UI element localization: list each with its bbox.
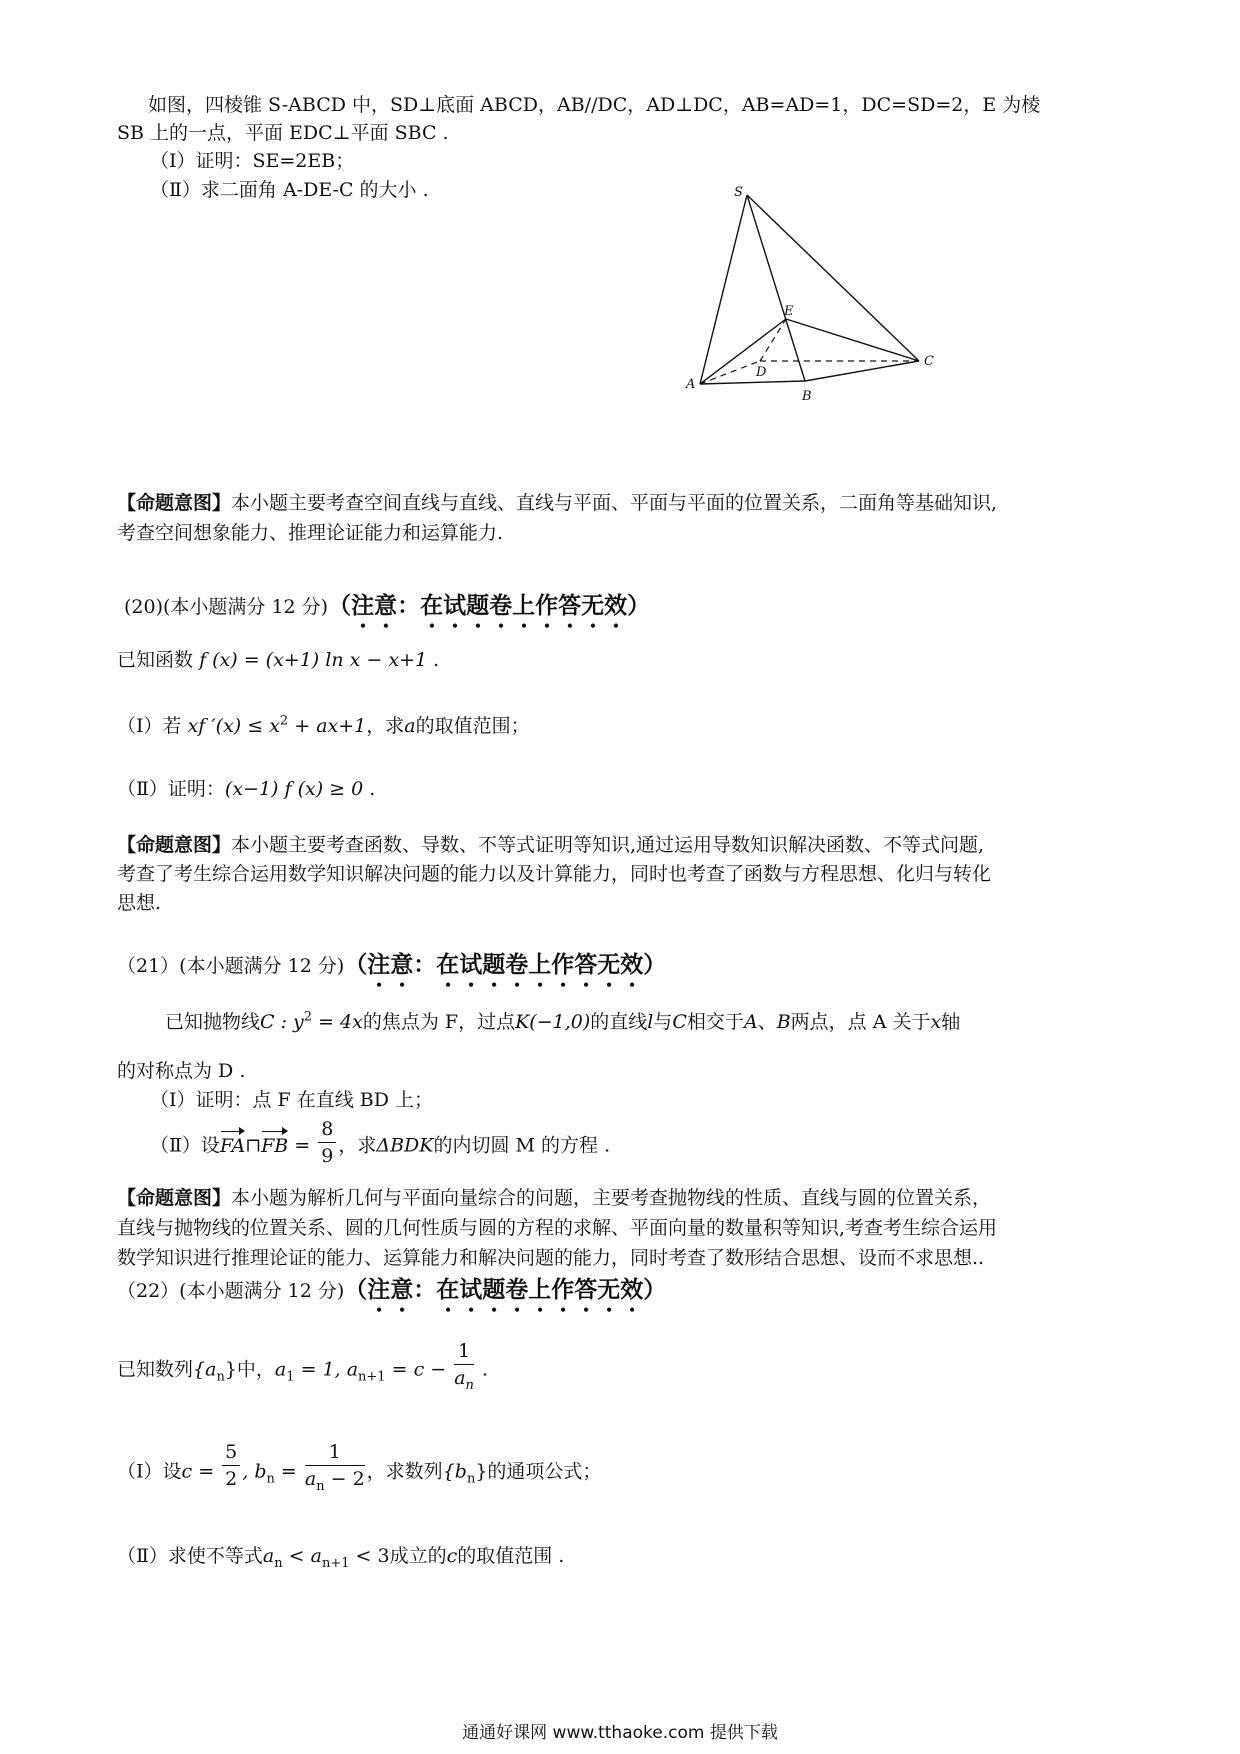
m-sub: n+1 xyxy=(321,1555,350,1571)
m-sup: 2 xyxy=(303,1009,313,1025)
pyramid-figure xyxy=(680,185,960,455)
intent-text: 本小题主要考查函数、导数、不等式证明等知识,通过运用导数知识解决函数、不等式问题, xyxy=(231,834,985,856)
m-sub: 1 xyxy=(286,1369,295,1385)
q20-p1-math2: + ax+1 xyxy=(288,715,367,737)
label-b: B xyxy=(802,389,812,404)
q21-header xyxy=(117,951,1127,992)
m: x xyxy=(930,1011,942,1033)
t: （Ⅰ）设 xyxy=(117,1460,182,1483)
t: 的通项公式； xyxy=(487,1460,602,1483)
q20-p1-sup: 2 xyxy=(279,713,289,729)
t: 的取值范围 . xyxy=(457,1545,565,1567)
m: a xyxy=(454,1367,466,1389)
t: 成立的 xyxy=(389,1545,447,1567)
m: < 3 xyxy=(349,1545,390,1567)
intent-text: 本小题为解析几何与平面向量综合的问题，主要考查抛物线的性质、直线与圆的位置关系， xyxy=(231,1187,992,1209)
dot-product: ⊓ xyxy=(245,1134,262,1157)
t: 的直线 xyxy=(590,1011,648,1033)
q20-header xyxy=(124,592,1134,633)
t: ，求数列 xyxy=(366,1460,443,1483)
label-d: D xyxy=(756,365,767,380)
m: A xyxy=(743,1011,758,1033)
q20-p2-pre: （Ⅱ）证明： xyxy=(117,778,225,800)
q21-part1: （Ⅰ）证明：点 F 在直线 BD 上； xyxy=(150,1089,434,1111)
m: C : y xyxy=(260,1011,304,1033)
m-sub: n xyxy=(266,1471,275,1487)
q21-notice: （注意：在试题卷上作答无效） xyxy=(344,951,667,978)
intent-tag: 【命题意图】 xyxy=(117,1187,232,1209)
fraction xyxy=(318,1116,336,1169)
q20-p2-math: (x−1) f (x) ≥ 0 xyxy=(224,778,364,800)
m: {a xyxy=(193,1358,217,1381)
t: ，求 xyxy=(338,1134,377,1157)
fraction xyxy=(222,1439,240,1492)
q22-stem xyxy=(117,1340,1127,1393)
q22-part2 xyxy=(117,1543,1127,1569)
denominator: 2 xyxy=(225,1468,238,1490)
q21-intent-line3: 数学知识进行推理论证的能力、运算能力和解决问题的能力，同时考查了数形结合思想、设而不求思想.. xyxy=(117,1247,985,1269)
q20-part2 xyxy=(117,776,1127,802)
q20-stem-text: 已知函数 xyxy=(117,649,194,671)
m: } xyxy=(224,1358,237,1381)
q20-notice: （注意：在试题卷上作答无效） xyxy=(328,592,651,619)
q22-score: （22）(本小题满分 12 分) xyxy=(117,1280,345,1302)
fraction xyxy=(454,1338,474,1391)
t: 、 xyxy=(757,1011,777,1033)
m: = 1, a xyxy=(294,1358,359,1381)
m: l xyxy=(647,1011,654,1033)
t: 轴 xyxy=(941,1011,961,1033)
q19-stem-line1: 如图，四棱锥 S-ABCD 中，SD⊥底面 ABCD，AB//DC，AD⊥DC，AB=AD=1，DC=SD=2，E 为棱 xyxy=(148,94,1041,116)
m-sub: n xyxy=(465,1377,474,1393)
m: a xyxy=(304,1468,317,1490)
q21-intent-line1 xyxy=(117,1185,1127,1211)
vector-fa: FA xyxy=(219,1134,246,1157)
intent-tag: 【命题意图】 xyxy=(117,492,232,514)
m: = 4x xyxy=(312,1011,363,1033)
q20-score: (20)(本小题满分 12 分) xyxy=(124,596,329,618)
t: 两点，点 A 关于 xyxy=(790,1011,931,1033)
t: . xyxy=(475,1358,489,1381)
q20-intent-line1 xyxy=(117,832,1127,858)
fraction xyxy=(305,1439,365,1492)
label-s: S xyxy=(734,185,743,200)
numerator: 5 xyxy=(222,1439,240,1466)
m: } xyxy=(475,1460,488,1483)
triangle-bdk: ΔBDK xyxy=(376,1134,434,1157)
t: 的焦点为 F，过点 xyxy=(362,1011,516,1033)
m-sub: n xyxy=(466,1471,476,1487)
q20-p1-pre: （Ⅰ）若 xyxy=(117,715,182,737)
q22-header xyxy=(117,1276,1127,1317)
q19-intent-line2: 考查空间想象能力、推理论证能力和运算能力. xyxy=(117,522,504,544)
t: 已知抛物线 xyxy=(165,1011,261,1033)
label-e: E xyxy=(784,304,794,319)
m: < a xyxy=(282,1545,322,1567)
numerator: 8 xyxy=(318,1116,336,1143)
q21-score: （21）(本小题满分 12 分) xyxy=(117,955,345,977)
m-sub: n+1 xyxy=(358,1369,386,1385)
denominator: 9 xyxy=(321,1145,334,1167)
q19-part2: （Ⅱ）求二面角 A-DE-C 的大小 . xyxy=(150,179,429,201)
q20-intent-line2: 考查了考生综合运用数学知识解决问题的能力以及计算能力，同时也考查了函数与方程思想、化归与转化 xyxy=(117,863,992,885)
m: K(−1,0) xyxy=(515,1011,591,1033)
m: c xyxy=(446,1545,458,1567)
label-a: A xyxy=(686,377,696,392)
t: 已知数列 xyxy=(117,1358,194,1381)
q21-part2 xyxy=(150,1118,1160,1169)
q20-stem xyxy=(117,647,1127,673)
m-sub: n xyxy=(216,1369,225,1385)
t: （Ⅱ）求使不等式 xyxy=(117,1545,263,1567)
t: 相交于 xyxy=(686,1011,744,1033)
intent-tag: 【命题意图】 xyxy=(117,834,232,856)
numerator: 1 xyxy=(305,1439,365,1466)
m: a xyxy=(274,1358,287,1381)
m-sub: n xyxy=(316,1478,325,1494)
vector-fb: FB xyxy=(261,1134,289,1157)
m: C xyxy=(672,1011,687,1033)
q20-p2-post: . xyxy=(363,778,376,800)
q21-stem-line2: 的对称点为 D . xyxy=(117,1060,246,1082)
denominator xyxy=(305,1466,365,1492)
numerator: 1 xyxy=(454,1338,474,1365)
intent-text: 本小题主要考查空间直线与直线、直线与平面、平面与平面的位置关系，二面角等基础知识, xyxy=(231,492,998,514)
label-c: C xyxy=(924,354,934,369)
m: , b xyxy=(242,1460,267,1483)
q20-p1-mid: ，求 xyxy=(366,715,405,737)
q20-function: f (x) = (x+1) ln x − x+1 xyxy=(199,649,428,671)
q20-p1-math: xf ′(x) ≤ x xyxy=(187,715,280,737)
q19-part1: （Ⅰ）证明：SE=2EB； xyxy=(150,150,355,172)
q20-stem-end: . xyxy=(433,649,440,671)
m: = xyxy=(274,1460,303,1483)
m: c = xyxy=(181,1460,221,1483)
t: = xyxy=(288,1134,317,1157)
t: （Ⅱ）设 xyxy=(150,1134,220,1157)
m: = c − xyxy=(385,1358,453,1381)
m-sub: n xyxy=(274,1555,283,1571)
m: {b xyxy=(442,1460,467,1483)
q20-part1 xyxy=(117,713,1127,739)
q21-intent-line2: 直线与抛物线的位置关系、圆的几何性质与圆的方程的求解、平面向量的数量积等知识,考查考生综合运用 xyxy=(117,1217,998,1239)
m: B xyxy=(776,1011,791,1033)
t: 中， xyxy=(236,1358,275,1381)
denominator xyxy=(454,1365,474,1391)
q19-stem-line2: SB 上的一点，平面 EDC⊥平面 SBC . xyxy=(117,122,449,144)
q19-intent-line1 xyxy=(117,490,1127,516)
t: 的内切圆 M 的方程 . xyxy=(433,1134,611,1157)
q22-part1 xyxy=(117,1441,1127,1494)
t: 与 xyxy=(653,1011,673,1033)
q20-p1-var: a xyxy=(404,715,416,737)
q21-stem-line1 xyxy=(165,1009,1175,1035)
q20-intent-line3: 思想. xyxy=(117,892,162,914)
m: a xyxy=(262,1545,275,1567)
page-footer: 通通好课网 www.tthaoke.com 提供下载 xyxy=(462,1723,778,1743)
q20-p1-post: 的取值范围； xyxy=(415,715,530,737)
m: − 2 xyxy=(324,1468,365,1490)
q22-notice: （注意：在试题卷上作答无效） xyxy=(344,1276,667,1303)
